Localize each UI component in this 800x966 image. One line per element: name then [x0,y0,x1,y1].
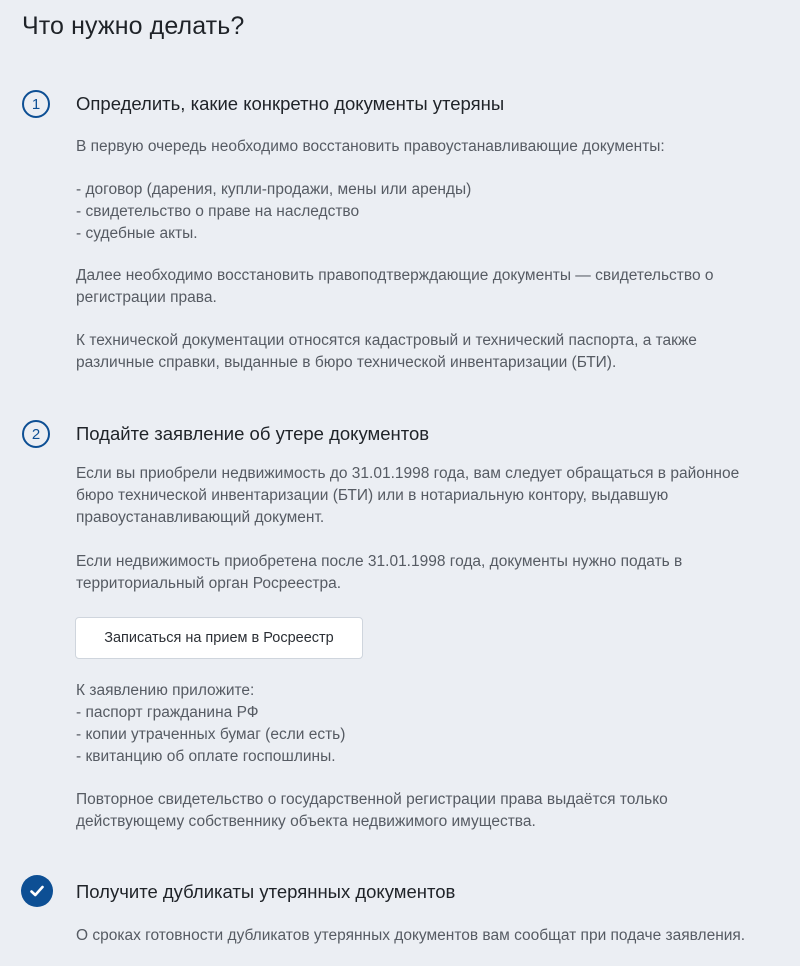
page-title: Что нужно делать? [22,12,245,40]
paragraph-line: Если недвижимость приобретена после 31.01.1998 года, документы нужно подать в [76,553,683,570]
list-item: - судебные акты. [76,225,198,242]
step-1-paragraph-3 [76,265,714,309]
step-1-number-badge [22,90,50,118]
step-2-title: Подайте заявление об утере документов [76,423,430,444]
paragraph-line: различные справки, выданные в бюро технической инвентаризации (БТИ). [76,354,617,371]
step-1-paragraph-4 [76,330,697,374]
check-icon [28,882,46,900]
paragraph-line: регистрации права. [76,289,217,306]
paragraph-line: бюро технической инвентаризации (БТИ) или в нотариальную контору, выдавшую [76,487,669,504]
book-rosreestr-appointment-button[interactable]: Записаться на прием в Росреестр [75,617,363,659]
step-3-check-badge [21,875,53,907]
paragraph-line: территориальный орган Росреестра. [76,575,341,592]
paragraph-line: К технической документации относятся кадастровый и технический паспорта, а также [76,332,697,349]
paragraph-line: Далее необходимо восстановить правоподтверждающие документы — свидетельство о [76,267,714,284]
step-1-document-list [76,179,471,245]
paragraph-line: В первую очередь необходимо восстановить правоустанавливающие документы: [76,138,665,155]
step-1-title: Определить, какие конкретно документы утеряны [76,93,505,114]
step-2-attachments-list [76,680,345,768]
list-item: - паспорт гражданина РФ [76,704,259,721]
paragraph-line: О сроках готовности дубликатов утерянных документов вам сообщат при подаче заявления. [76,927,746,944]
list-item: - квитанцию об оплате госпошлины. [76,748,336,765]
step-3-paragraph-1 [76,925,745,947]
paragraph-line: Если вы приобрели недвижимость до 31.01.1998 года, вам следует обращаться в районное [76,465,740,482]
step-2-number: 2 [31,425,41,443]
step-1-paragraph-1 [76,136,665,158]
list-item: - копии утраченных бумаг (если есть) [76,726,346,743]
step-2-paragraph-1 [76,463,739,529]
paragraph-line: Повторное свидетельство о государственной регистрации права выдаётся только [76,791,668,808]
step-3-title: Получите дубликаты утерянных документов [76,881,456,902]
step-1-number: 1 [31,95,41,113]
list-item: - свидетельство о праве на наследство [76,203,360,220]
step-2-number-badge [22,420,50,448]
step-2-paragraph-4 [76,789,668,833]
step-2-paragraph-2 [76,551,682,595]
paragraph-line: действующему собственнику объекта недвижимого имущества. [76,813,536,830]
list-heading: К заявлению приложите: [76,682,255,699]
list-item: - договор (дарения, купли-продажи, мены или аренды) [76,181,472,198]
paragraph-line: правоустанавливающий документ. [76,509,325,526]
